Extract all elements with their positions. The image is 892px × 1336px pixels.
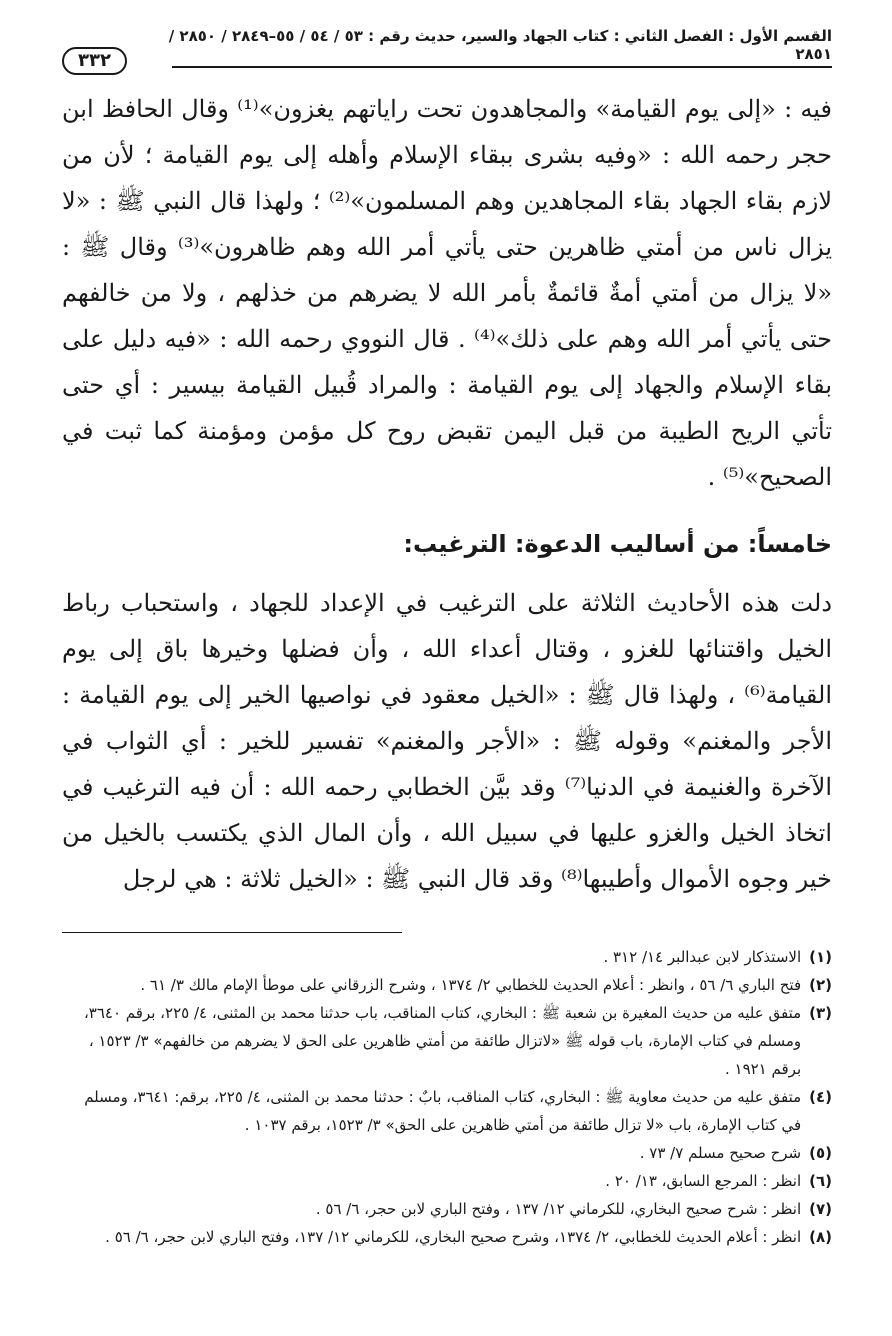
footnote-text: انظر : أعلام الحديث للخطابي، ٢/ ١٣٧٤، وشرح صحيح البخاري، للكرماني ١٢/ ١٣٧، وفتح الباري لابن حجر، ٦/ ٥٦ . [105,1228,802,1246]
footnote-number: (٧) [809,1200,832,1218]
footnote-number: (١) [809,948,832,966]
footnote-number: (٦) [809,1172,832,1190]
footnote-number: (٢) [809,976,832,994]
footnote-text: متفق عليه من حديث معاوية ﷺ : البخاري، كتاب المناقب، بابٌ : حدثنا محمد بن المثنى، ٤/ ٢٢٥، برقم: ٣٦٤١، ومسلم في كتاب الإمارة، باب «لا تزال طائفة من أمتي ظاهرين على الحق» ٣/ ١٥٢٣، برقم ١٠٣٧ . [84,1088,802,1134]
footnote-item [62,1167,832,1195]
footnote-text: شرح صحيح مسلم ٧/ ٧٣ . [639,1144,802,1162]
footnote-number: (٨) [809,1228,832,1246]
body-paragraph-1: فيه : «إلى يوم القيامة» والمجاهدون تحت راياتهم يغزون»⁽¹⁾ وقال الحافظ ابن حجر رحمه الله : «وفيه بشرى ببقاء الإسلام وأهله إلى يوم القيامة ؛ لأن من لازم بقاء الجهاد بقاء المجاهدين وهم المسلمون»⁽²⁾ ؛ ولهذا قال النبي ﷺ : «لا يزال ناس من أمتي ظاهرين حتى يأتي أمر الله وهم ظاهرون»⁽³⁾ وقال ﷺ : «لا يزال من أمتي أمةٌ قائمةٌ بأمر الله لا يضرهم من خذلهم ، ولا من خالفهم حتى يأتي أمر الله وهم على ذلك»⁽⁴⁾ . قال النووي رحمه الله : «فيه دليل على بقاء الإسلام والجهاد إلى يوم القيامة : والمراد قُبيل القيامة بيسير : أي حتى تأتي الريح الطيبة من قبل اليمن تقبض روح كل مؤمن ومؤمنة كما ثبت في الصحيح»⁽⁵⁾ . [62,95,833,491]
body-paragraph-2: دلت هذه الأحاديث الثلاثة على الترغيب في الإعداد للجهاد ، واستحباب رباط الخيل واقتنائها للغزو ، وقتال أعداء الله ، وأن فضلها وخيرها باق إلى يوم القيامة⁽⁶⁾ ، ولهذا قال ﷺ : «الخيل معقود في نواصيها الخير إلى يوم القيامة : الأجر والمغنم» وقوله ﷺ : «الأجر والمغنم» تفسير للخير : أي الثواب في الآخرة والغنيمة في الدنيا⁽⁷⁾ وقد بيَّن الخطابي رحمه الله : أن فيه الترغيب في اتخاذ الخيل والغزو عليها في سبيل الله ، وأن المال الذي يكتسب بالخيل من خير وجوه الأموال وأطيبها⁽⁸⁾ وقد قال النبي ﷺ : «الخيل ثلاثة : هي لرجل [62,589,833,893]
footnote-item [62,1195,832,1223]
footnote-text: فتح الباري ٦/ ٥٦ ، وانظر : أعلام الحديث للخطابي ٢/ ١٣٧٤ ، وشرح الزرقاني على موطأ الإمام مالك ٣/ ٦١ . [140,976,802,994]
page-number: ٣٣٢ [62,47,127,75]
footnotes [62,943,832,1251]
header-rule [172,66,832,68]
footnote-item [62,971,832,999]
footnote-item [62,1223,832,1251]
footnote-item [62,1083,832,1139]
footnote-text: متفق عليه من حديث المغيرة بن شعبة ﷺ : البخاري، كتاب المناقب، باب حدثنا محمد بن المثنى، ٤/ ٢٢٥، برقم ٣٦٤٠، ومسلم في كتاب الإمارة، باب قوله ﷺ «لاتزال طائفة من أمتي ظاهرين على الحق لا يضرهم من خالفهم» ٣/ ١٥٢٣ ، برقم ١٩٢١ . [83,1004,802,1078]
footnote-number: (٣) [809,1004,832,1022]
footnote-item [62,1139,832,1167]
book-page [62,28,832,1318]
running-title: القسم الأول : الفصل الثاني : كتاب الجهاد والسير، حديث رقم : ٥٣ / ٥٤ / ٥٥–٢٨٤٩ / ٢٨٥٠ / ٢٨٥١ [168,27,832,63]
footnote-number: (٤) [809,1088,832,1106]
footnote-text: انظر : المرجع السابق، ١٣/ ٢٠ . [605,1172,802,1190]
section-heading: خامساً: من أساليب الدعوة: الترغيب: [403,530,832,558]
footnote-separator [62,932,832,933]
footnote-item [62,943,832,971]
footnote-text: انظر : شرح صحيح البخاري، للكرماني ١٢/ ١٣٧ ، وفتح الباري لابن حجر، ٦/ ٥٦ . [315,1200,802,1218]
footnote-text: الاستذكار لابن عبدالبر ١٤/ ٣١٢ . [603,948,802,966]
footnote-item [62,999,832,1083]
page-header [62,27,832,71]
footnote-number: (٥) [809,1144,832,1162]
